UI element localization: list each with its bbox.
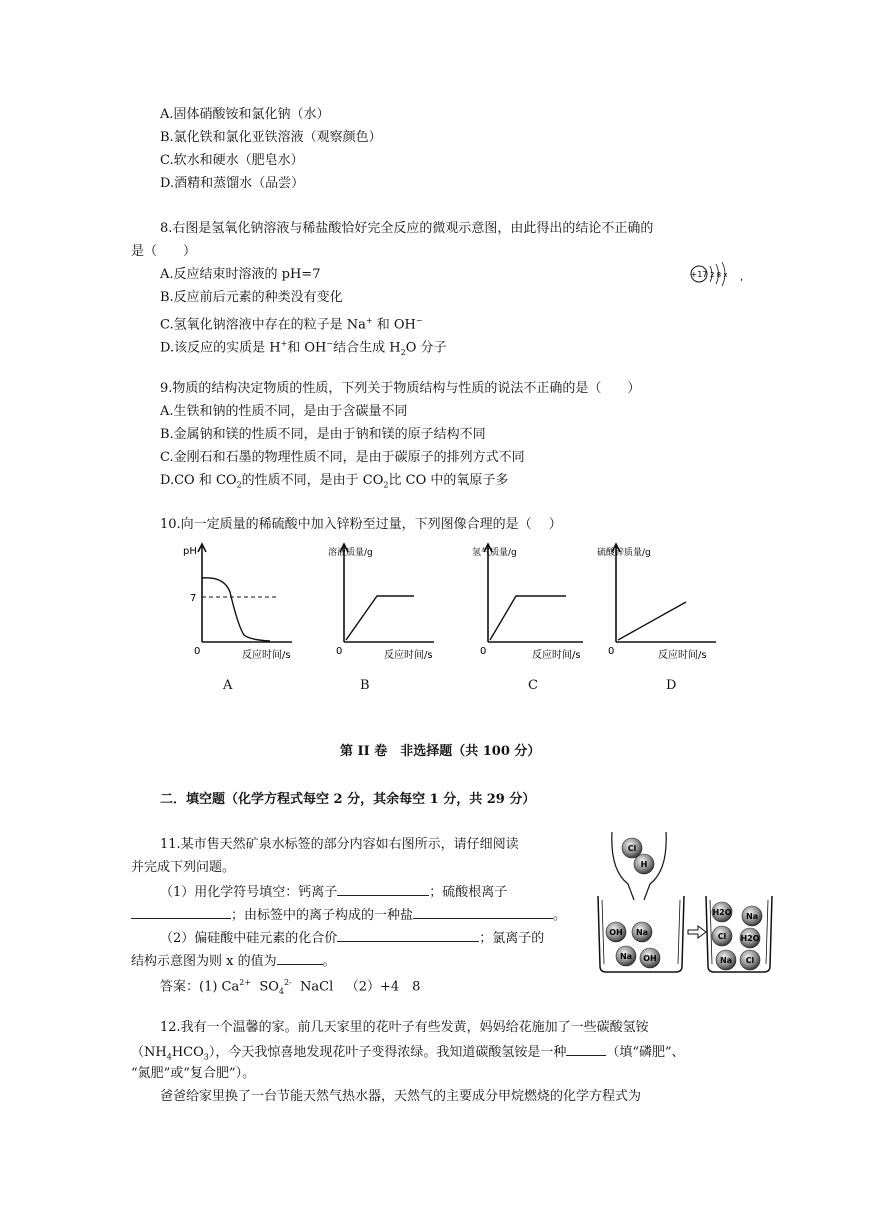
q8-option-c: C.氢氧化钠溶液中存在的粒子是 Na+ 和 OH− — [160, 316, 423, 333]
atom-nucleus-label: +17 — [690, 270, 708, 279]
graph-c-origin: 0 — [480, 646, 487, 657]
beaker1-ion-label: Na — [619, 952, 633, 961]
q7-option-d: D.酒精和蒸馏水（品尝） — [160, 176, 305, 191]
q8-stem-line1: 8.右图是氢氧化钠溶液与稀盐酸恰好完全反应的微观示意图，由此得出的结论不正确的 — [160, 221, 654, 236]
q11-line2: 并完成下列问题。 — [131, 860, 236, 875]
q11-line4: ；由标签中的离子构成的一种盐 。 — [131, 905, 566, 925]
q7-option-c: C.软水和硬水（肥皂水） — [160, 153, 304, 168]
q11-line6: 结构示意图为则 x 的值为 。 — [131, 951, 336, 971]
beaker2-ion-label: H2O — [740, 934, 760, 943]
neutralization-micro-diagram — [594, 826, 774, 976]
silicon-valence-blank[interactable] — [337, 928, 479, 942]
graph-c-letter: C — [528, 678, 538, 693]
graph-b — [322, 540, 442, 665]
part2-title: 二．填空题（化学方程式每空 2 分，其余每空 1 分，共 29 分） — [160, 792, 536, 807]
graph-c-xlabel: 反应时间/s — [532, 650, 581, 661]
graph-a-letter: A — [223, 678, 233, 693]
svg-text:,: , — [740, 272, 744, 283]
sulfate-ion-blank[interactable] — [131, 905, 231, 919]
salt-blank[interactable] — [413, 905, 553, 919]
graph-b-origin: 0 — [336, 646, 343, 657]
beaker1-ion-label: Na — [635, 928, 649, 937]
q12-line4: 爸爸给家里换了一台节能天然气热水器，天然气的主要成分甲烷燃烧的化学方程式为 — [160, 1089, 642, 1104]
atom-shell-label: 2 8 x — [710, 271, 728, 279]
graph-c-ylabel: 氢气质量/g — [472, 548, 517, 558]
graph-a-ylabel: pH — [183, 546, 197, 557]
beaker1-ion-label: OH — [643, 954, 657, 963]
q9-option-b: B.金属钠和镁的性质不同，是由于钠和镁的原子结构不同 — [160, 427, 486, 442]
q9-option-d: D.CO 和 $CO_2$的性质不同，是由于 $CO_2$比 CO 中的氧原子多 — [160, 473, 509, 490]
graph-c — [466, 540, 591, 665]
beaker2-ion-label: Na — [719, 956, 733, 965]
graph-a — [180, 540, 300, 665]
graph-a-xlabel: 反应时间/s — [242, 650, 291, 661]
beaker2-ion-label: Cl — [745, 956, 755, 965]
q7-option-a: A.固体硝酸铵和氯化钠（水） — [160, 107, 330, 122]
q12-line3: “氮肥”或“复合肥”）。 — [131, 1066, 256, 1081]
beaker2-ion-label: Na — [745, 912, 759, 921]
q8-stem-line2: 是（ ） — [131, 244, 197, 259]
graph-b-ylabel: 溶液质量/g — [328, 548, 373, 558]
q10-stem: 10.向一定质量的稀硫酸中加入锌粉至过量，下列图像合理的是（ ） — [160, 517, 562, 532]
graph-d-xlabel: 反应时间/s — [658, 650, 707, 661]
graph-d-letter: D — [666, 678, 677, 693]
q12-line1: 12.我有一个温馨的家。前几天家里的花叶子有些发黄，妈妈给花施加了一些碳酸氢铵 — [160, 1020, 649, 1035]
q7-option-b: B.氯化铁和氯化亚铁溶液（观察颜色） — [160, 130, 382, 145]
calcium-ion-blank[interactable] — [337, 882, 429, 896]
beaker2-ion-label: Cl — [717, 932, 727, 941]
q11-line3: （1）用化学符号填空：钙离子 ；硫酸根离子 — [160, 882, 507, 902]
graph-a-origin: 0 — [194, 646, 201, 657]
q11-line5: （2）偏硅酸中硅元素的化合价 ；氯离子的 — [160, 928, 544, 948]
fertilizer-type-blank[interactable] — [566, 1042, 606, 1056]
graph-b-letter: B — [360, 678, 370, 693]
graph-d — [594, 540, 724, 665]
graph-b-xlabel: 反应时间/s — [384, 650, 433, 661]
graph-a-seven-label: 7 — [190, 593, 197, 604]
graph-d-origin: 0 — [608, 646, 615, 657]
q11-answer: 答案：(1) $Ca^{2+}$ $SO_4^{2-}$ NaCl （2）+4 8 — [160, 978, 421, 996]
q8-option-a: A.反应结束时溶液的 pH=7 — [160, 267, 321, 282]
q9-option-a: A.生铁和钠的性质不同，是由于含碳量不同 — [160, 404, 408, 419]
section2-title: 第 II 卷 非选择题（共 100 分） — [340, 744, 541, 759]
q8-option-d: D.该反应的实质是 H+和 OH−结合生成 $H_2O$ 分子 — [160, 339, 447, 357]
funnel-ion-label: Cl — [627, 844, 637, 853]
funnel-ion-label: H — [640, 860, 648, 869]
chlorine-atom-structure-diagram — [688, 260, 748, 290]
q9-option-c: C.金刚石和石墨的物理性质不同，是由于碳原子的排列方式不同 — [160, 450, 525, 465]
x-value-blank[interactable] — [277, 951, 323, 965]
beaker2-ion-label: H2O — [712, 908, 732, 917]
q9-stem: 9.物质的结构决定物质的性质，下列关于物质结构与性质的说法不正确的是（ ） — [160, 381, 641, 396]
q8-option-b: B.反应前后元素的种类没有变化 — [160, 290, 343, 305]
graph-d-ylabel: 硫酸锌质量/g — [597, 548, 651, 558]
q12-line2: $(NH_4HCO_3)$，今天我惊喜地发现花叶子变得浓绿。我知道碳酸氢铵是一种 （填“磷肥”、 — [131, 1042, 685, 1067]
beaker1-ion-label: OH — [609, 928, 623, 937]
q11-line1: 11.某市售天然矿泉水标签的部分内容如右图所示，请仔细阅读 — [160, 837, 519, 852]
